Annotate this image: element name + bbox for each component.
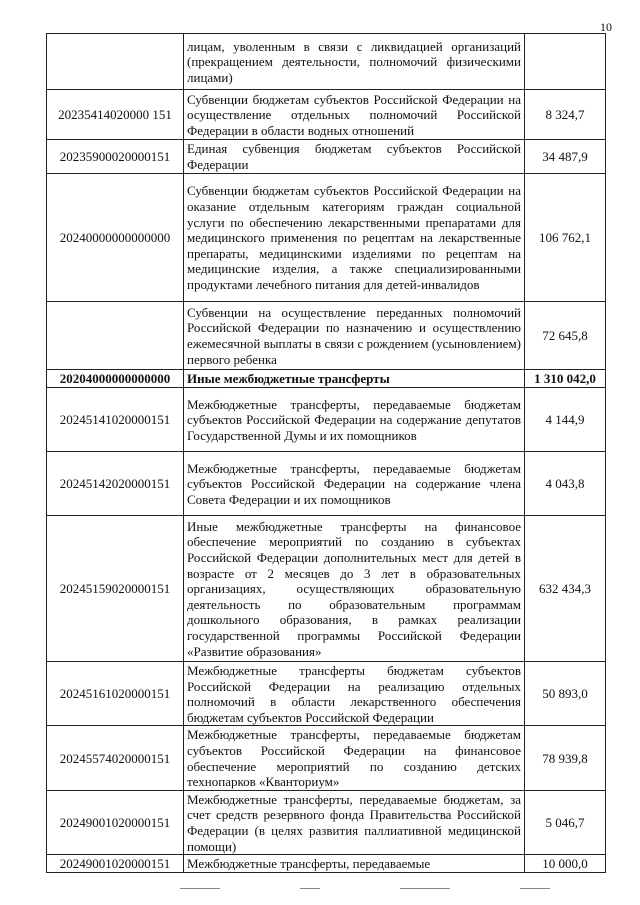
item-description: Межбюджетные трансферты, передаваемые бюджетам субъектов Российской Федерации на содержание члена Совета Федерации и их помощников <box>184 452 525 516</box>
budget-code: 20245574020000151 <box>47 726 184 790</box>
item-description: лицам, уволенным в связи с ликвидацией организаций (прекращением деятельности, полномочий физическими лицами) <box>184 34 525 90</box>
item-amount: 78 939,8 <box>525 726 606 790</box>
item-amount: 632 434,3 <box>525 516 606 662</box>
budget-code <box>47 34 184 90</box>
table-row <box>47 90 606 140</box>
table-row <box>47 516 606 662</box>
item-amount: 5 046,7 <box>525 790 606 854</box>
budget-code: 20240000000000000 <box>47 174 184 302</box>
item-description: Субвенции бюджетам субъектов Российской Федерации на оказание отдельным категориям граждан социальной услуги по обеспечению лекарственными препаратами для медицинского применения по рецептам на лекарственные препараты, медицинскими изделиями по рецептам на медицинские изделия, а также специализированными продуктами лечебного питания для детей-инвалидов <box>184 174 525 302</box>
item-description: Межбюджетные трансферты, передаваемые бюджетам субъектов Российской Федерации на содержание депутатов Государственной Думы и их помощников <box>184 388 525 452</box>
budget-code: 20249001020000151 <box>47 855 184 873</box>
table-row <box>47 726 606 790</box>
budget-code: 20235900020000151 <box>47 140 184 174</box>
item-amount: 34 487,9 <box>525 140 606 174</box>
item-amount: 50 893,0 <box>525 662 606 726</box>
item-description: Субвенции на осуществление переданных полномочий Российской Федерации по назначению и осуществлению ежемесячной выплаты в связи с рождением (усыновлением) первого ребенка <box>184 302 525 370</box>
item-amount: 4 144,9 <box>525 388 606 452</box>
item-amount: 106 762,1 <box>525 174 606 302</box>
budget-code: 20245161020000151 <box>47 662 184 726</box>
item-amount: 10 000,0 <box>525 855 606 873</box>
item-amount: 8 324,7 <box>525 90 606 140</box>
item-description: Межбюджетные трансферты, передаваемые <box>184 855 525 873</box>
table-row <box>47 855 606 873</box>
item-amount: 1 310 042,0 <box>525 370 606 388</box>
budget-code <box>47 302 184 370</box>
item-description: Единая субвенция бюджетам субъектов Российской Федерации <box>184 140 525 174</box>
item-description: Субвенции бюджетам субъектов Российской Федерации на осуществление отдельных полномочий Российской Федерации в области водных отношений <box>184 90 525 140</box>
item-description: Иные межбюджетные трансферты <box>184 370 525 388</box>
table-row <box>47 370 606 388</box>
table-row <box>47 302 606 370</box>
item-amount <box>525 34 606 90</box>
budget-code: 20245142020000151 <box>47 452 184 516</box>
item-description: Иные межбюджетные трансферты на финансовое обеспечение мероприятий по созданию в субъектах Российской Федерации дополнительных мест для детей в возрасте от 2 месяцев до 3 лет в образовательных организациях, осуществляющих образовательную деятельность по образовательным программам дошкольного образования, в рамках реализации государственной программы Российской Федерации «Развитие образования» <box>184 516 525 662</box>
budget-code: 20245141020000151 <box>47 388 184 452</box>
item-amount: 4 043,8 <box>525 452 606 516</box>
scan-edge-marks <box>0 888 640 894</box>
budget-code: 20245159020000151 <box>47 516 184 662</box>
table-row <box>47 388 606 452</box>
table-row <box>47 662 606 726</box>
table-row <box>47 140 606 174</box>
table-row <box>47 174 606 302</box>
budget-code: 20249001020000151 <box>47 790 184 854</box>
budget-code: 20204000000000000 <box>47 370 184 388</box>
item-description: Межбюджетные трансферты, передаваемые бюджетам субъектов Российской Федерации на финансовое обеспечение мероприятий по созданию детских технопарков «Кванториум» <box>184 726 525 790</box>
table-row <box>47 790 606 854</box>
budget-table <box>46 33 606 873</box>
item-amount: 72 645,8 <box>525 302 606 370</box>
table-row <box>47 452 606 516</box>
item-description: Межбюджетные трансферты бюджетам субъектов Российской Федерации на реализацию отдельных полномочий в области лекарственного обеспечения бюджетам субъектов Российской Федерации <box>184 662 525 726</box>
table-row <box>47 34 606 90</box>
budget-code: 20235414020000 151 <box>47 90 184 140</box>
item-description: Межбюджетные трансферты, передаваемые бюджетам, за счет средств резервного фонда Правительства Российской Федерации (в целях развития паллиативной медицинской помощи) <box>184 790 525 854</box>
page-number: 10 <box>600 20 612 34</box>
